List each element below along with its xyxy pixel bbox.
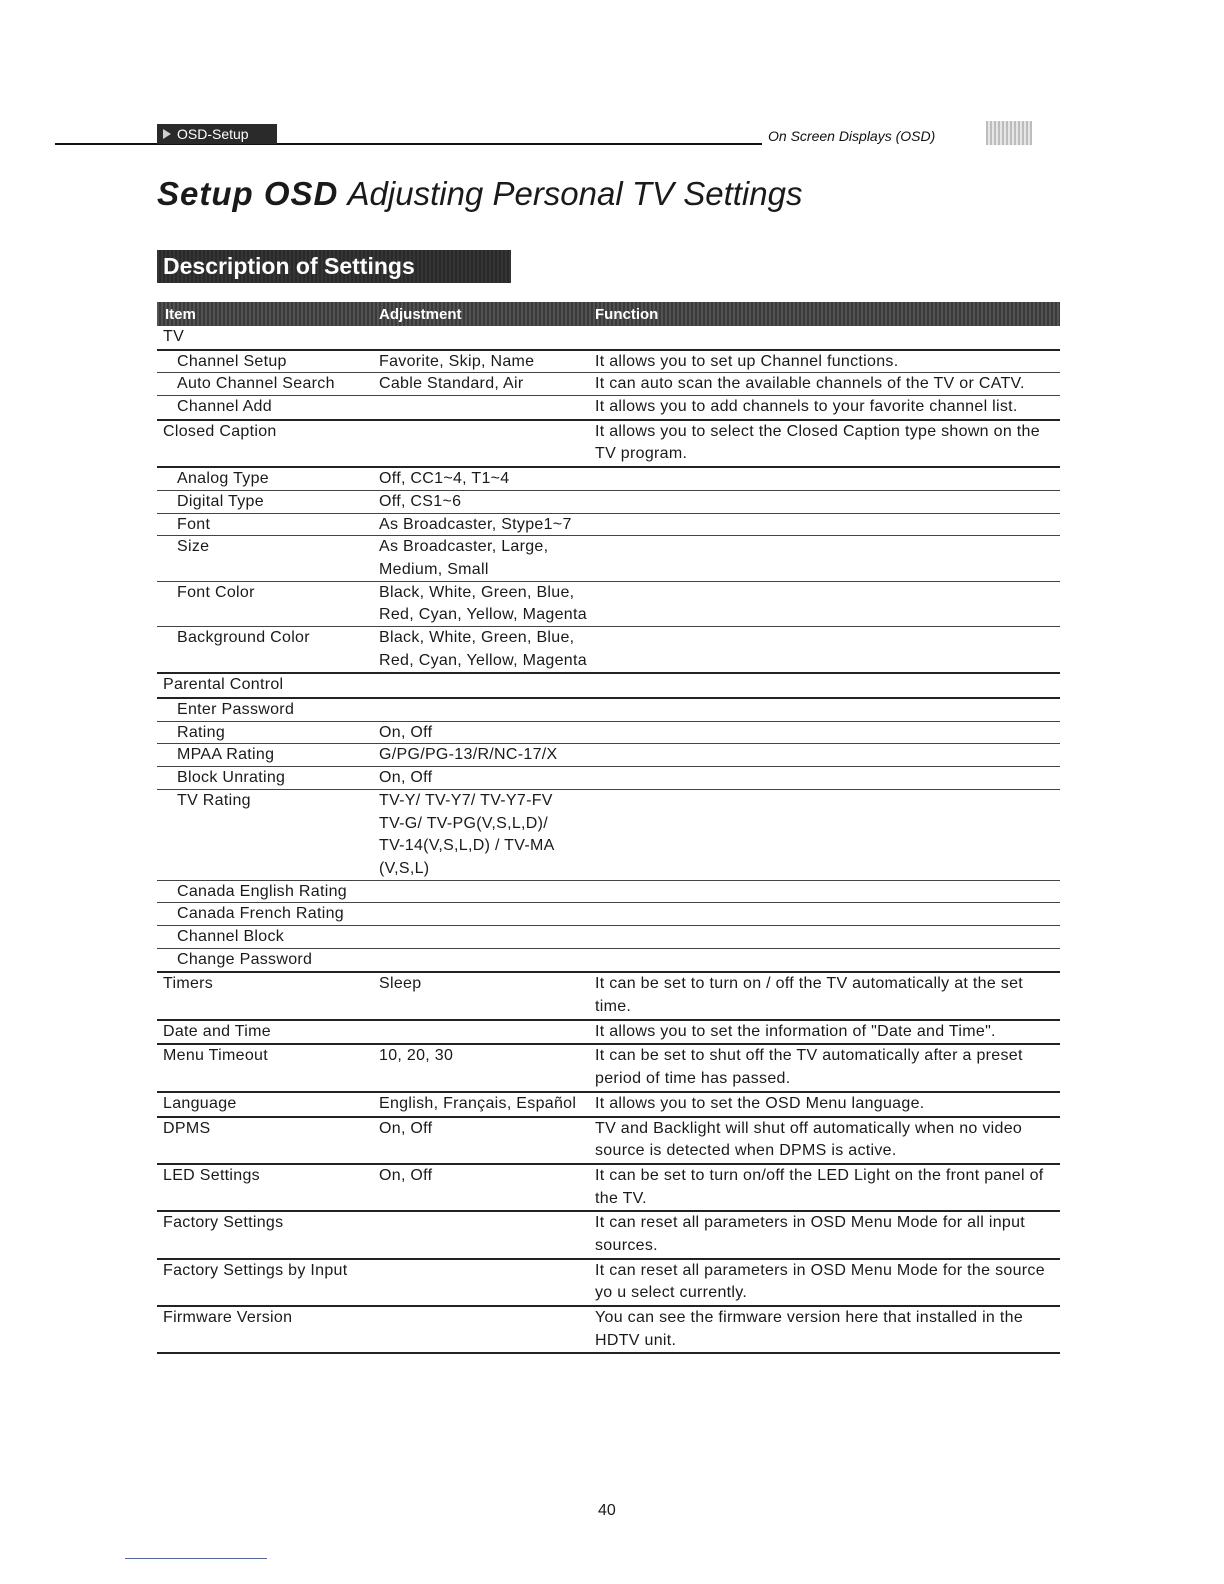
row-item: Date and Time	[163, 1022, 271, 1040]
table-row	[157, 699, 1060, 722]
row-function: It can reset all parameters in OSD Menu Mode for all input sources.	[595, 1214, 1026, 1254]
row-function: You can see the firmware version here that installed in the HDTV unit.	[595, 1309, 1024, 1349]
row-item: MPAA Rating	[177, 746, 275, 764]
table-row	[157, 468, 1060, 491]
table-row	[157, 396, 1060, 421]
page-number: 40	[598, 1502, 616, 1519]
page-title-bold: Setup OSD	[157, 175, 339, 212]
row-item: Rating	[177, 723, 226, 741]
row-adjustment: Sleep	[379, 975, 422, 993]
row-function: TV and Backlight will shut off automatically when no video source is detected when DPMS is active.	[595, 1119, 1023, 1160]
row-item: Firmware Version	[163, 1309, 293, 1327]
row-function: It allows you to set the information of "Date and Time".	[595, 1022, 996, 1040]
row-function: It can reset all parameters in OSD Menu Mode for the source yo u select currently.	[595, 1261, 1045, 1302]
row-item: Closed Caption	[163, 422, 277, 440]
row-function: It allows you to select the Closed Caption type shown on the TV program.	[595, 422, 1040, 463]
table-row	[157, 1260, 1060, 1307]
table-row	[157, 926, 1060, 949]
row-item: Channel Setup	[177, 352, 287, 370]
row-item: Auto Channel Search	[177, 375, 335, 393]
row-adjustment: TV-Y/ TV-Y7/ TV-Y7-FV TV-G/ TV-PG(V,S,L,D)/ TV-14(V,S,L,D) / TV-MA (V,S,L)	[379, 791, 555, 877]
header-decoration	[986, 121, 1032, 145]
table-row	[157, 326, 1060, 351]
row-item: Background Color	[177, 628, 310, 646]
row-item: Size	[177, 538, 210, 556]
column-header-function: Function	[595, 306, 659, 323]
row-item: Channel Add	[177, 398, 272, 416]
row-adjustment: Favorite, Skip, Name	[379, 352, 535, 370]
row-item: Enter Password	[177, 701, 295, 719]
page-title	[157, 172, 802, 216]
table-header	[157, 302, 1060, 326]
row-adjustment: On, Off	[379, 769, 433, 787]
row-adjustment: Black, White, Green, Blue, Red, Cyan, Yellow, Magenta	[379, 583, 587, 624]
row-item: Language	[163, 1094, 237, 1112]
row-item: Canada English Rating	[177, 882, 347, 900]
row-item: Timers	[163, 975, 214, 993]
arrow-right-icon	[163, 129, 171, 139]
row-adjustment: G/PG/PG-13/R/NC-17/X	[379, 746, 558, 764]
table-row	[157, 1045, 1060, 1092]
row-adjustment: English, Français, Español	[379, 1094, 577, 1112]
table-row	[157, 949, 1060, 974]
row-adjustment: On, Off	[379, 723, 433, 741]
section-tab	[157, 124, 277, 144]
row-adjustment: On, Off	[379, 1166, 433, 1184]
table-row	[157, 421, 1060, 468]
table-row	[157, 1212, 1060, 1259]
row-adjustment: As Broadcaster, Large, Medium, Small	[379, 538, 549, 578]
table-row	[157, 744, 1060, 767]
header-chapter-title: On Screen Displays (OSD)	[768, 128, 936, 144]
table-row	[157, 790, 1060, 881]
table-row	[157, 674, 1060, 699]
row-adjustment: Off, CS1~6	[379, 492, 462, 510]
row-item: Analog Type	[177, 470, 269, 488]
row-adjustment: Cable Standard, Air	[379, 375, 524, 393]
row-item: Change Password	[177, 950, 313, 968]
table-row	[157, 881, 1060, 904]
row-item: Menu Timeout	[163, 1047, 268, 1065]
table-row	[157, 514, 1060, 537]
table-row	[157, 627, 1060, 674]
row-item: Factory Settings by Input	[163, 1261, 348, 1279]
row-function: It allows you to set the OSD Menu language.	[595, 1094, 925, 1112]
row-adjustment: Black, White, Green, Blue, Red, Cyan, Yellow, Magenta	[379, 628, 587, 669]
row-function: It allows you to set up Channel functions.	[595, 352, 899, 370]
table-row	[157, 722, 1060, 745]
table-row	[157, 1165, 1060, 1212]
row-item: LED Settings	[163, 1166, 260, 1184]
table-row	[157, 536, 1060, 581]
row-function: It can auto scan the available channels of the TV or CATV.	[595, 375, 1025, 393]
table-row	[157, 1118, 1060, 1165]
table-row	[157, 1021, 1060, 1046]
section-banner: Description of Settings	[157, 250, 511, 283]
row-item: Parental Control	[163, 676, 284, 694]
row-function: It can be set to turn on/off the LED Light on the front panel of the TV.	[595, 1166, 1044, 1207]
page-title-light: Adjusting Personal TV Settings	[347, 175, 803, 212]
column-header-adjustment: Adjustment	[379, 306, 462, 323]
row-item: Canada French Rating	[177, 905, 344, 923]
table-row	[157, 582, 1060, 627]
row-item: TV	[163, 328, 185, 345]
row-item: DPMS	[163, 1119, 211, 1137]
row-function: It allows you to add channels to your favorite channel list.	[595, 398, 1018, 416]
row-item: Digital Type	[177, 492, 264, 510]
row-adjustment: As Broadcaster, Stype1~7	[379, 515, 572, 533]
table-row	[157, 973, 1060, 1020]
table-row	[157, 903, 1060, 926]
table-row	[157, 767, 1060, 790]
row-adjustment: 10, 20, 30	[379, 1047, 454, 1065]
section-tab-label: OSD-Setup	[177, 126, 249, 142]
row-item: Channel Block	[177, 927, 285, 945]
footer-rule	[125, 1558, 267, 1559]
table-row	[157, 1307, 1060, 1354]
row-adjustment: On, Off	[379, 1119, 433, 1137]
row-function: It can be set to turn on / off the TV automatically at the set time.	[595, 975, 1024, 1016]
table-row	[157, 1093, 1060, 1118]
settings-table	[157, 326, 1060, 1354]
row-item: TV Rating	[177, 791, 251, 809]
row-item: Font Color	[177, 583, 255, 601]
table-row	[157, 351, 1060, 374]
table-row	[157, 373, 1060, 396]
table-row	[157, 491, 1060, 514]
row-function: It can be set to shut off the TV automatically after a preset period of time has passed.	[595, 1047, 1023, 1088]
column-header-item: Item	[165, 306, 196, 323]
row-item: Font	[177, 515, 211, 533]
row-item: Block Unrating	[177, 769, 286, 787]
row-item: Factory Settings	[163, 1214, 284, 1232]
row-adjustment: Off, CC1~4, T1~4	[379, 470, 510, 488]
